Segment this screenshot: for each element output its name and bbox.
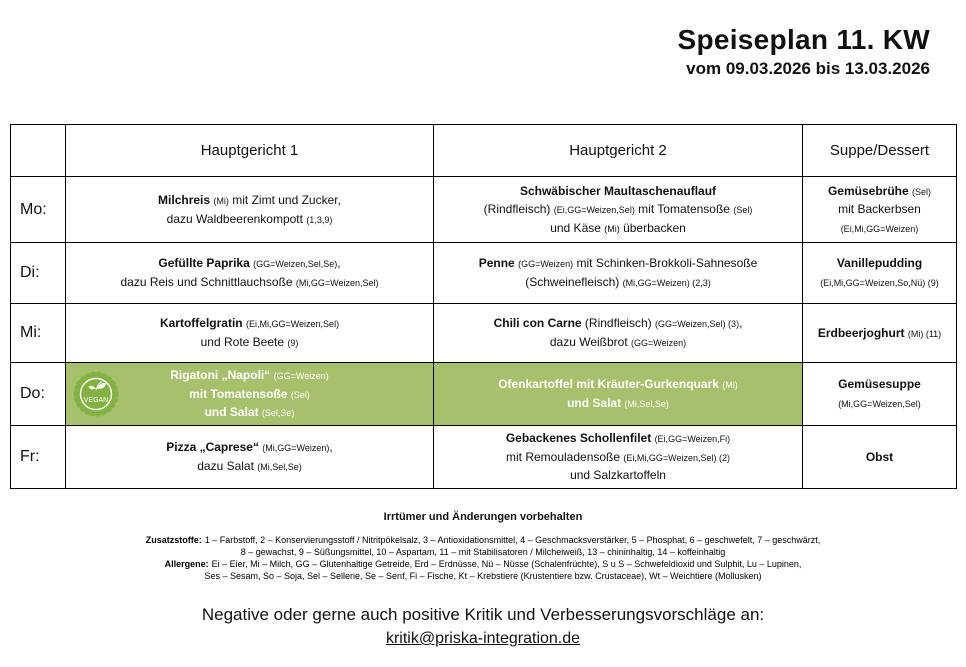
menu-cell xyxy=(66,363,434,426)
menu-line: Penne (GG=Weizen) mit Schinken-Brokkoli-Sahnesoße xyxy=(478,256,758,271)
header xyxy=(677,24,930,79)
menu-line: dazu Reis und Schnittlauchsoße (Mi,GG=Weizen,Sel) xyxy=(120,275,379,289)
svg-text:VEGAN: VEGAN xyxy=(83,397,109,404)
additives-line-2: 8 – gewachst, 9 – Süßungsmittel, 10 – Aspartam, 11 – mit Stabilisatoren / Milcheiweiß, 13 – chininhaltig, 14 – koffeinhaltig xyxy=(240,547,726,558)
column-header-day xyxy=(11,125,66,177)
menu-line: Gemüsebrühe (Sel) xyxy=(827,183,932,198)
menu-line: Gemüsesuppe xyxy=(838,377,921,392)
menu-line: und Käse (Mi) überbacken xyxy=(550,220,686,235)
menu-line: (Ei,Mi,GG=Weizen,So,Nü) (9) xyxy=(820,278,939,288)
menu-cell xyxy=(66,177,434,243)
column-header-hauptgericht-2: Hauptgericht 2 xyxy=(434,125,803,177)
menu-cell xyxy=(803,363,957,426)
menu-cell xyxy=(434,243,803,304)
menu-table-body xyxy=(11,177,957,489)
menu-line: Kartoffelgratin (Ei,Mi,GG=Weizen,Sel) xyxy=(159,316,340,331)
menu-cell xyxy=(803,177,957,243)
day-label: Do: xyxy=(11,363,66,426)
menu-line: Erdbeerjoghurt (Mi) (11) xyxy=(817,325,942,340)
menu-line: (Ei,Mi,GG=Weizen) xyxy=(840,223,919,234)
menu-line: und Salzkartoffeln xyxy=(570,468,666,483)
page-title: Speiseplan 11. KW xyxy=(677,24,930,55)
menu-cell xyxy=(803,426,957,489)
day-label: Fr: xyxy=(11,426,66,489)
menu-line: dazu Weißbrot (GG=Weizen) xyxy=(549,335,687,349)
menu-line: mit Tomatensoße (Sel) xyxy=(189,386,310,401)
allergens-line-1 xyxy=(0,558,966,570)
vegan-badge-icon xyxy=(73,371,119,417)
allergens-line-2: Ses – Sesam, So – Soja, Sel – Sellerie, Se – Senf, Fi – Fische, Kt – Krebstiere (Krustentiere bzw. Crustaceae), Wt – Weichtiere (Mollusken) xyxy=(204,571,762,582)
day-label: Mo: xyxy=(11,177,66,243)
menu-line: Chili con Carne (Rindfleisch) (GG=Weizen,Sel) (3), xyxy=(493,316,743,331)
menu-line: Milchreis (Mi) mit Zimt und Zucker, xyxy=(158,192,341,207)
menu-table xyxy=(10,124,957,489)
menu-line: Obst xyxy=(865,449,894,464)
footnotes xyxy=(0,534,966,582)
menu-cell xyxy=(434,426,803,489)
menu-cell xyxy=(803,304,957,363)
menu-cell xyxy=(434,304,803,363)
column-header-suppe-dessert: Suppe/Dessert xyxy=(803,125,957,177)
menu-line: und Salat (Mi,Sel,Se) xyxy=(567,396,669,410)
allergens-text-1: Ei – Eier, Mi – Milch, GG – Glutenhaltige Getreide, Erd – Erdnüsse, Nü – Nüsse (Schalenfrüchte), S u S – Schwefeldioxid und Sulphit, Lu – Lupinen, xyxy=(211,559,802,570)
menu-line: Ofenkartoffel mit Kräuter-Gurkenquark (Mi) xyxy=(498,377,738,392)
table-row xyxy=(11,426,957,489)
table-row xyxy=(11,363,957,426)
menu-cell xyxy=(66,304,434,363)
feedback-email-link[interactable]: kritik@priska-integration.de xyxy=(385,630,581,647)
day-label: Di: xyxy=(11,243,66,304)
menu-line: dazu Waldbeerenkompott (1,3,9) xyxy=(166,211,333,226)
menu-line: Schwäbischer Maultaschenauflauf xyxy=(519,183,717,198)
menu-cell xyxy=(803,243,957,304)
menu-cell xyxy=(66,243,434,304)
table-row xyxy=(11,304,957,363)
menu-cell xyxy=(66,426,434,489)
table-row xyxy=(11,243,957,304)
menu-line: dazu Salat (Mi,Sel,Se) xyxy=(197,459,302,473)
menu-line: mit Backerbsen xyxy=(838,202,921,217)
menu-line: und Salat (Sel,Se) xyxy=(204,405,295,420)
menu-line: (Mi,GG=Weizen,Sel) xyxy=(838,399,921,409)
table-row xyxy=(11,177,957,243)
menu-cell xyxy=(434,177,803,243)
menu-line: Gefüllte Paprika (GG=Weizen,Sel,Se), xyxy=(158,256,341,271)
menu-line: Rigatoni „Napoli“ (GG=Weizen) xyxy=(170,368,329,383)
menu-line: und Rote Beete (9) xyxy=(200,335,299,349)
page-subtitle: vom 09.03.2026 bis 13.03.2026 xyxy=(686,59,930,78)
menu-line: Gebackenes Schollenfilet (Ei,GG=Weizen,Fi) xyxy=(505,431,731,446)
menu-line: (Schweinefleisch) (Mi,GG=Weizen) (2,3) xyxy=(525,275,711,289)
day-label: Mi: xyxy=(11,304,66,363)
menu-cell xyxy=(434,363,803,426)
menu-line: (Rindfleisch) (Ei,GG=Weizen,Sel) mit Tomatensoße (Sel) xyxy=(483,202,753,217)
additives-line-1 xyxy=(0,534,966,546)
table-header-row xyxy=(11,125,957,177)
menu-line: Pizza „Caprese“ (Mi,GG=Weizen), xyxy=(166,440,333,455)
feedback-text: Negative oder gerne auch positive Kritik und Verbesserungsvorschläge an: xyxy=(201,605,765,624)
menu-line: mit Remouladensoße (Ei,Mi,GG=Weizen,Sel) (2) xyxy=(506,449,730,464)
allergens-label: Allergene: xyxy=(164,559,209,570)
menu-line: Vanillepudding xyxy=(836,256,923,271)
additives-label: Zusatzstoffe: xyxy=(145,535,202,545)
column-header-hauptgericht-1: Hauptgericht 1 xyxy=(66,125,434,177)
additives-text-1: 1 – Farbstoff, 2 – Konservierungsstoff / Nitritpökelsalz, 3 – Antioxidationsmittel, 4 – Geschmacksverstärker, 5 – Phosphat, 6 – geschwefelt, 7 – geschwärzt, xyxy=(204,535,821,545)
disclaimer-text: Irrtümer und Änderungen vorbehalten xyxy=(383,511,583,523)
email-line xyxy=(0,630,966,648)
